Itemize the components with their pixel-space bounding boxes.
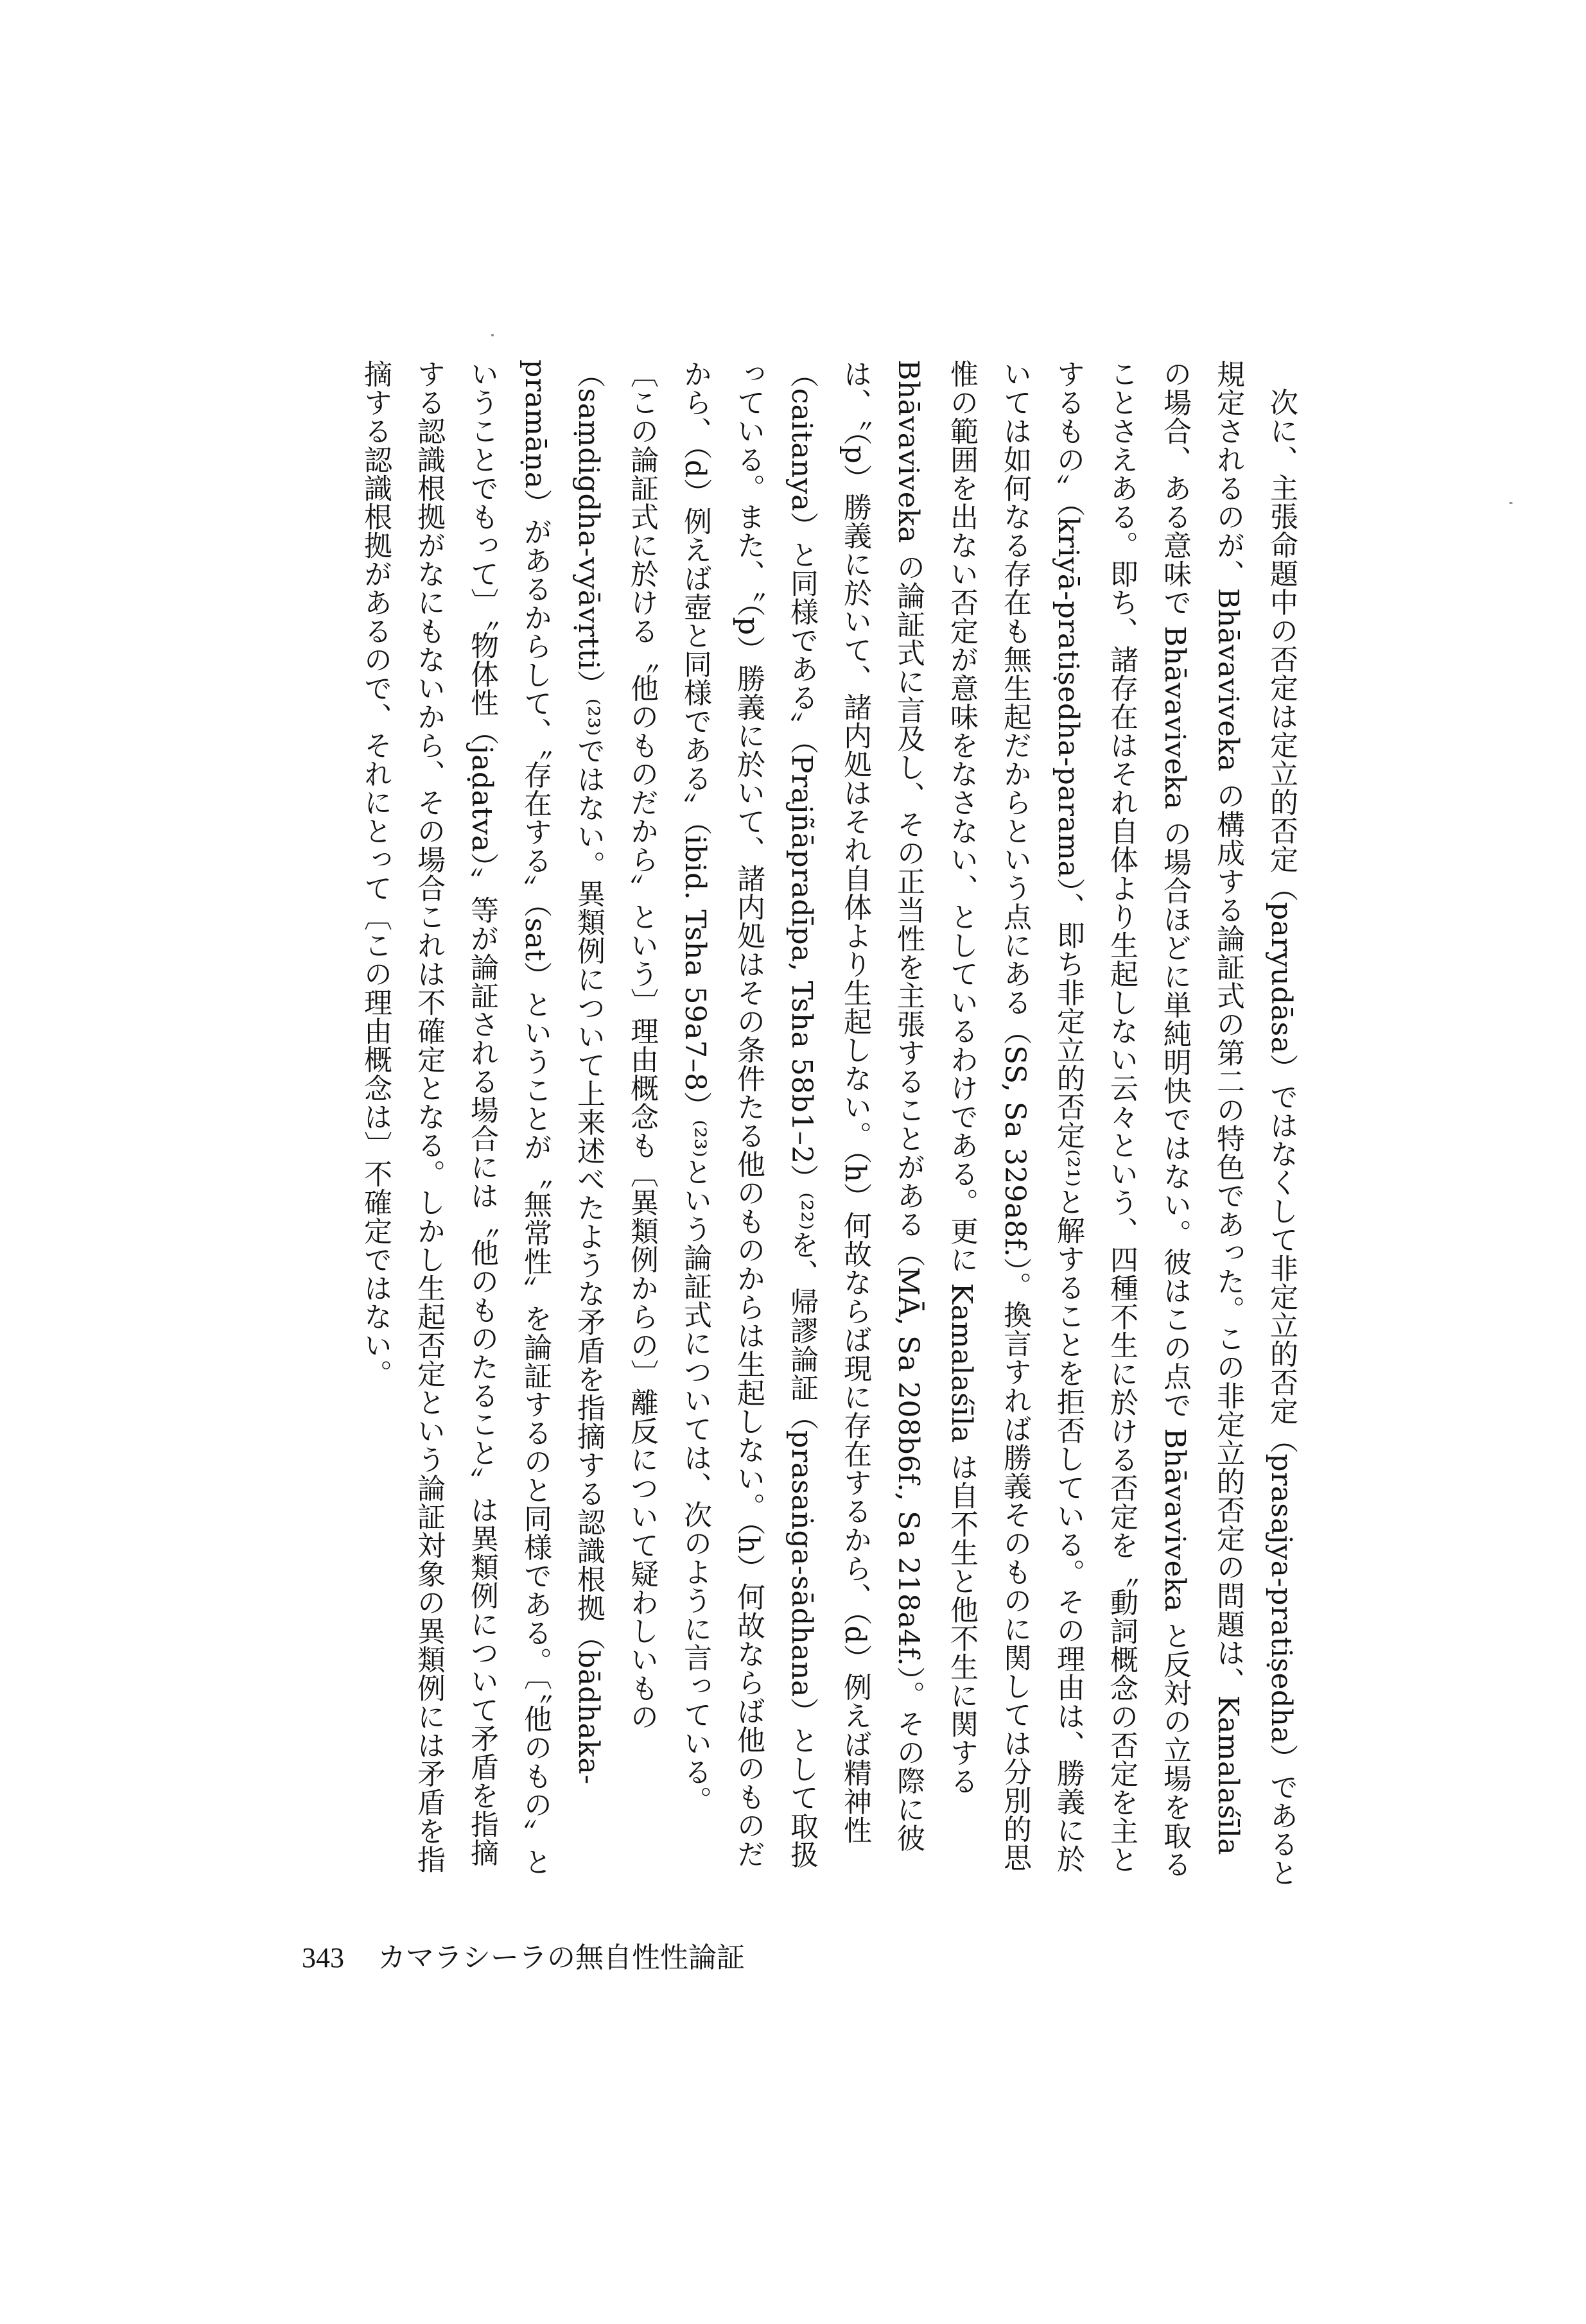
page-number: 343 xyxy=(302,1942,344,1973)
paragraph-1: 次に、主張命題中の否定は定立的否定（paryudāsa）ではなくして非定立的否定（prasajya-pratiṣedha）であると規定されるのが、Bhāvaviveka の構成する論証式の第二の特色であった。この非定立的否定の問題は、Kamalaśīla の場合、ある意味で Bhāvaviveka の場合ほどに単純明快ではない。彼はこの点で Bhāvaviveka と反対の立場を取ることさえある。即ち、諸存在はそれ自体より生起しない云々という、四種不生に於ける否定を〝動詞概念の否定を主とするもの〟（kriyā-pratiṣedha-parama）、即ち非定立的否定⁽²¹⁾と解することを拒否している。その理由は、勝義に於いては如何なる存在も無生起だからという点にある（SS, Sa 329a8f.）。換言すれば勝義そのものに関しては分別的思惟の範囲を出ない否定が意味をなさない、としているわけである。更に Kamalaśīla は自不生と他不生に関する Bhāvaviveka の論証式に言及し、その正当性を主張することがある（MĀ, Sa 208b6f., Sa 218a4f.）。その際に彼は、〝（p）勝義に於いて、諸内処はそれ自体より生起しない。（h）何故ならば現に存在するから、（d）例えば精神性（caitanya）と同様である〟（Prajñāpradīpa, Tsha 58b1–2）⁽²²⁾を、帰謬論証（prasaṅga-sādhana）として取扱っている。また、〝（p）勝義に於いて、諸内処はその条件たる他のものからは生起しない。（h）何故ならば他のものだから、（d）例えば壺と同様である〟（ibid. Tsha 59a7–8）⁽²³⁾という論証式については、次のように言っている。 xyxy=(679,360,1298,1887)
paragraph-2-quotation: 〔この論証式に於ける〝他のものだから〟という〕理由概念も〔異類例からの〕離反について疑わしいもの（saṃdigdha-vyāvṛtti）⁽²³⁾ではない。異類例について上来述べたような矛盾を指摘する認識根拠（bādhaka-pramāṇa）があるからして、〝存在する〟（sat）ということが〝無常性〟を論証するのと同様である。〔〝他のもの〟ということでもって〕〝物体性（jaḍatva）〟等が論証される場合には〝他のものたること〟は異類例について矛盾を指摘する認識根拠がなにもないから、その場合これは不確定となる。しかし生起否定という論証対象の異類例には矛盾を指摘する認識根拠があるので、それにとって〔この理由概念は〕不確定ではない。 xyxy=(359,360,658,1876)
running-title: カマラシーラの無自性性論証 xyxy=(378,1941,745,1974)
vertical-body-text xyxy=(349,360,1320,1887)
scan-speck xyxy=(1509,502,1513,504)
scan-speck xyxy=(491,334,494,336)
page-footer xyxy=(302,1939,745,1977)
